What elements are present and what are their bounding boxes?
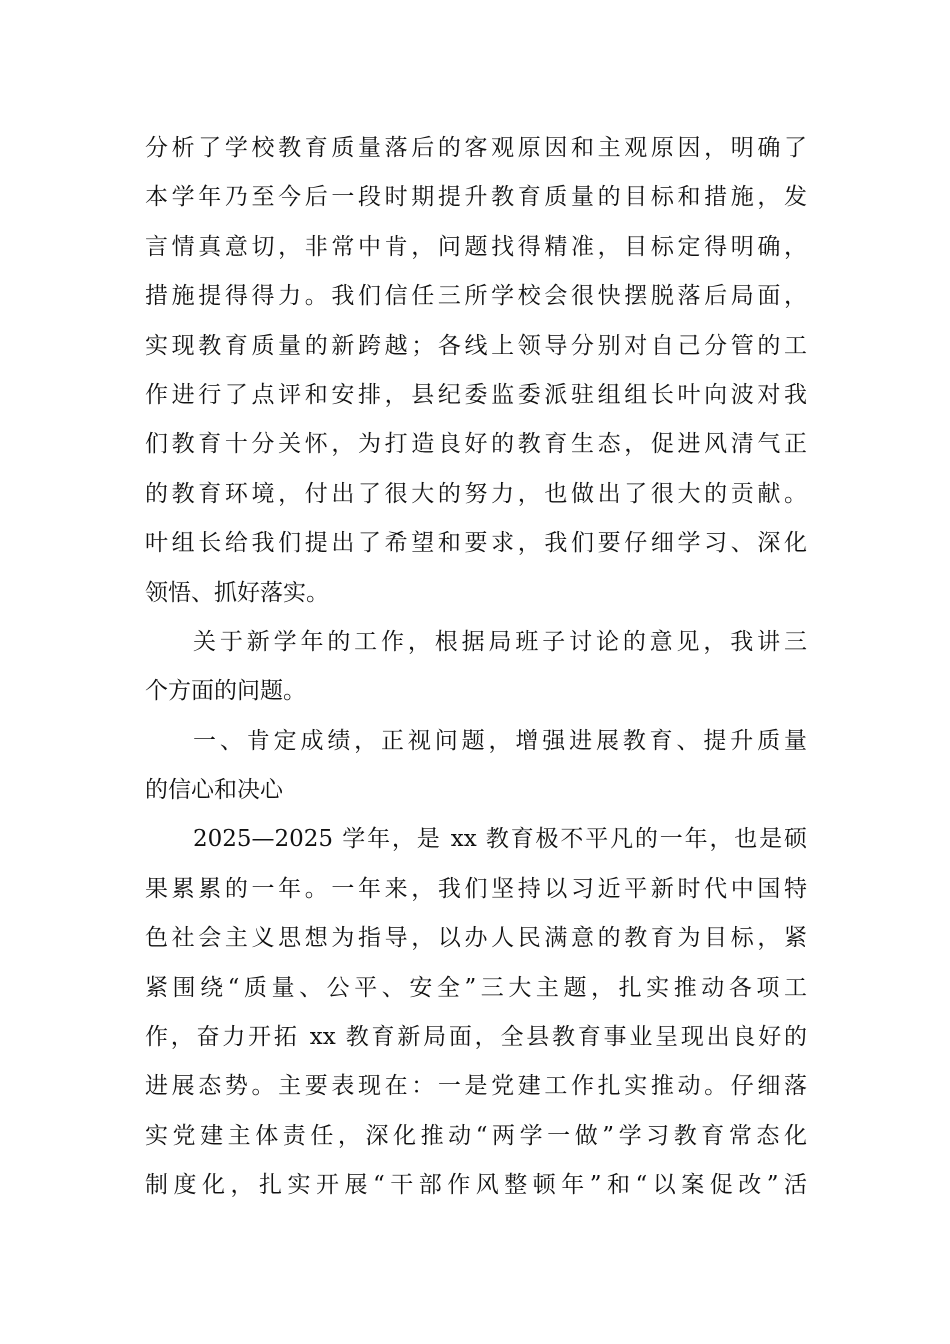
text-line: 进展态势。主要表现在：一是党建工作扎实推动。仔细落 [145,1073,807,1100]
text-line: 们教育十分关怀，为打造良好的教育生态，促进风清气正 [145,431,807,458]
text-line: 紧围绕“质量、公平、安全”三大主题，扎实推动各项工 [145,974,807,1001]
text-line: 言情真意切，非常中肯，问题找得精准，目标定得明确， [145,233,807,260]
text-line: 果累累的一年。一年来，我们坚持以习近平新时代中国特 [145,875,807,902]
text-line: 个方面的问题。 [145,678,306,705]
text-line: 作，奋力开拓 xx 教育新局面，全县教育事业呈现出良好的 [145,1024,807,1051]
text-line: 制度化，扎实开展“干部作风整顿年”和“以案促改”活 [145,1172,807,1199]
text-line: 色社会主义思想为指导，以办人民满意的教育为目标，紧 [145,925,807,952]
text-line: 关于新学年的工作，根据局班子讨论的意见，我讲三 [193,628,807,655]
text-line: 实党建主体责任，深化推动“两学一做”学习教育常态化 [145,1122,807,1149]
text-line: 领悟、抓好落实。 [145,579,329,606]
text-line: 实现教育质量的新跨越；各线上领导分别对自己分管的工 [145,332,807,359]
text-line: 叶组长给我们提出了希望和要求，我们要仔细学习、深化 [145,530,807,557]
text-line: 2025—2025 学年，是 xx 教育极不平凡的一年，也是硕 [193,826,807,853]
text-line: 措施提得得力。我们信任三所学校会很快摆脱落后局面， [145,283,807,310]
text-line: 作进行了点评和安排，县纪委监委派驻组组长叶向波对我 [145,381,807,408]
document-body [145,124,807,1211]
text-line: 本学年乃至今后一段时期提升教育质量的目标和措施，发 [145,184,807,211]
text-line: 的教育环境，付出了很大的努力，也做出了很大的贡献。 [145,480,807,507]
section-heading-line: 的信心和决心 [145,777,283,804]
text-line: 分析了学校教育质量落后的客观原因和主观原因，明确了 [145,135,807,161]
section-heading-line: 一、肯定成绩，正视问题，增强进展教育、提升质量 [193,727,807,754]
